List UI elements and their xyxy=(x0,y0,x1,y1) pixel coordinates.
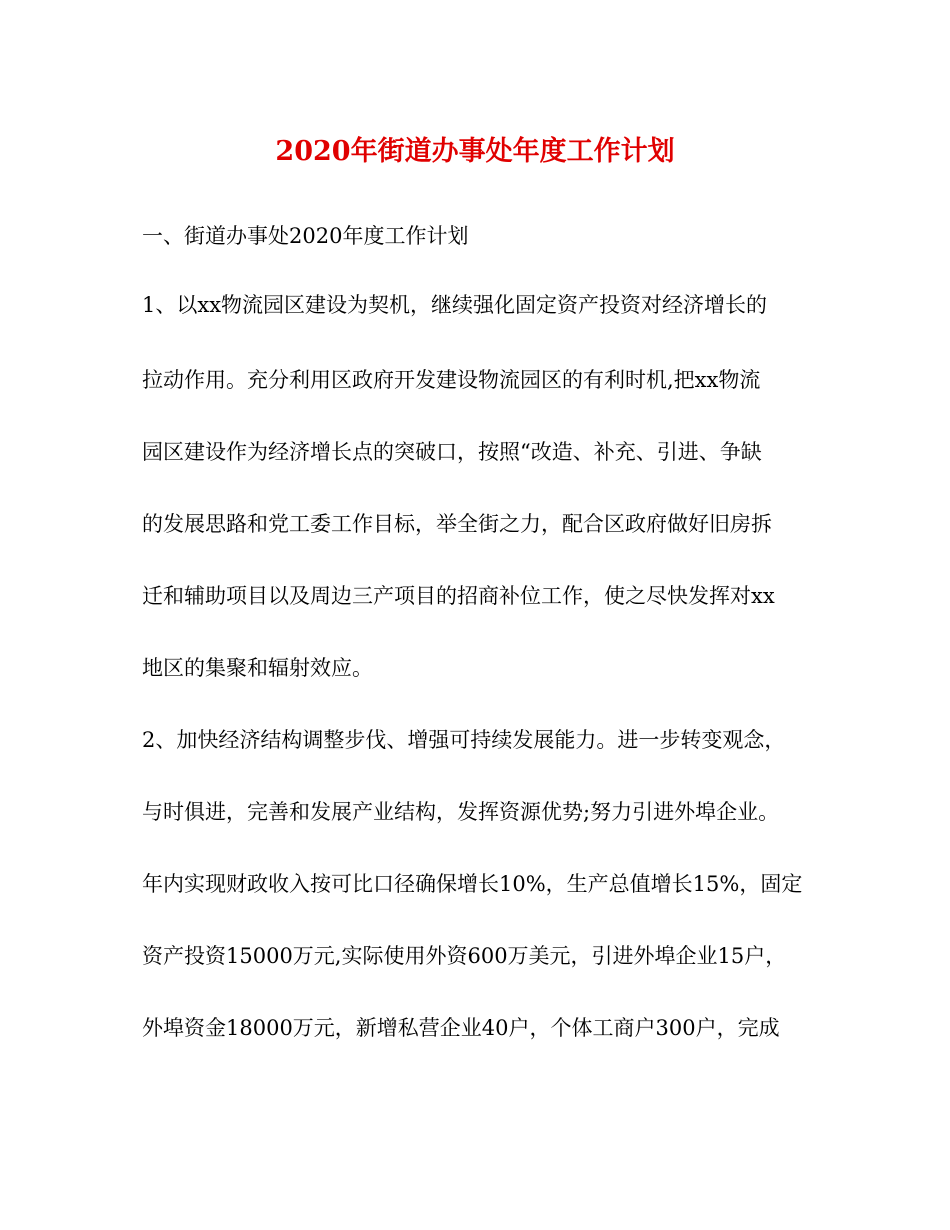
document-title: 2020年街道办事处年度工作计划 xyxy=(275,136,675,167)
paragraph-line: 与时俱进，完善和发展产业结构，发挥资源优势;努力引进外埠企业。 xyxy=(142,800,780,824)
paragraph-line: 园区建设作为经济增长点的突破口，按照“改造、补充、引进、争缺 xyxy=(142,440,762,464)
paragraph-line: 年内实现财政收入按可比口径确保增长10%，生产总值增长15%，固定 xyxy=(142,872,803,896)
paragraph-line: 外埠资金18000万元，新增私营企业40户，个体工商户300户，完成 xyxy=(142,1016,780,1040)
paragraph-line: 1、以xx物流园区建设为契机，继续强化固定资产投资对经济增长的 xyxy=(142,293,768,317)
paragraph-line: 拉动作用。充分利用区政府开发建设物流园区的有利时机,把xx物流 xyxy=(142,368,761,392)
section-heading: 一、街道办事处2020年度工作计划 xyxy=(142,224,469,248)
paragraph-line: 资产投资15000万元,实际使用外资600万美元，引进外埠企业15户， xyxy=(142,944,787,968)
paragraph-line: 的发展思路和党工委工作目标，举全街之力，配合区政府做好旧房拆 xyxy=(142,512,772,536)
paragraph-line: 地区的集聚和辐射效应。 xyxy=(142,656,373,680)
paragraph-line: 迁和辅助项目以及周边三产项目的招商补位工作，使之尽快发挥对xx xyxy=(142,584,775,608)
paragraph-line: 2、加快经济结构调整步伐、增强可持续发展能力。进一步转变观念， xyxy=(142,728,786,752)
